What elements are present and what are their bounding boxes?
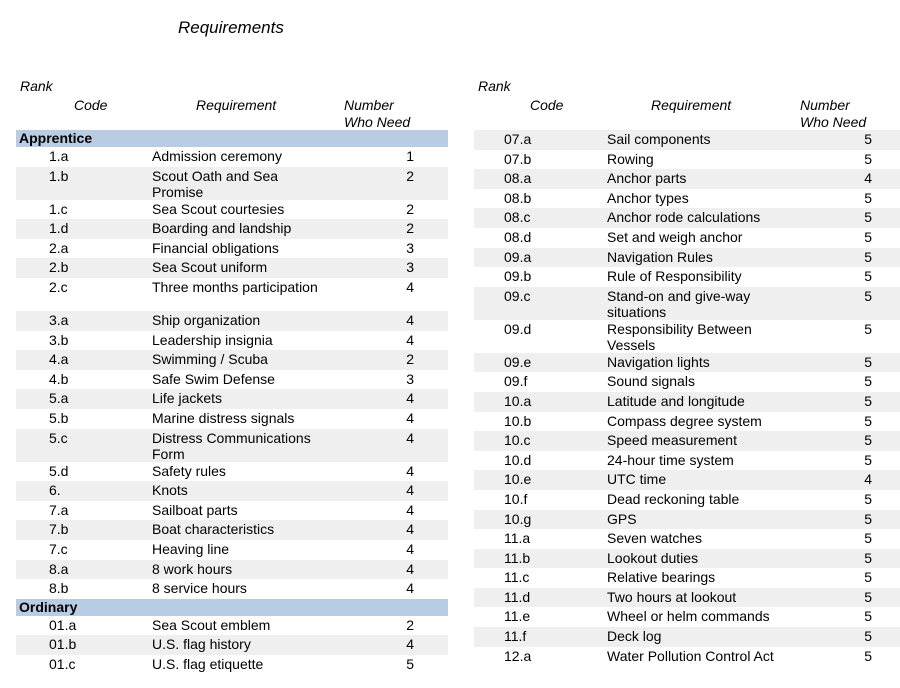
number-who-need: 4 (406, 390, 414, 407)
number-who-need: 5 (864, 373, 872, 390)
requirement-name: Navigation Rules (607, 248, 713, 265)
table-row (16, 200, 448, 220)
requirement-name: Set and weigh anchor (607, 228, 743, 245)
table-row (474, 451, 900, 471)
requirement-code: 08.a (504, 170, 532, 187)
number-who-need: 2 (406, 200, 414, 217)
number-who-need: 4 (406, 636, 414, 653)
page-title: Requirements (178, 18, 284, 37)
requirement-name: Anchor rode calculations (607, 209, 761, 226)
number-who-need: 4 (406, 521, 414, 538)
number-who-need: 5 (864, 131, 872, 147)
number-who-need: 5 (864, 320, 872, 337)
requirement-name: Sea Scout uniform (152, 259, 268, 276)
requirement-code: 1.d (49, 220, 69, 237)
requirement-name: Sound signals (607, 373, 695, 390)
requirement-name: Sea Scout courtesies (152, 200, 285, 217)
requirement-code: 08.c (504, 209, 531, 226)
requirement-name: Water Pollution Control Act (607, 647, 774, 664)
number-who-need: 4 (406, 311, 414, 328)
requirement-name: U.S. flag history (152, 636, 251, 653)
number-who-need: 3 (406, 239, 414, 256)
table-row (474, 169, 900, 189)
rank-header: Rank (20, 78, 53, 94)
table-row (16, 462, 448, 482)
requirement-code: 10.g (504, 510, 532, 527)
requirement-name: Speed measurement (607, 432, 737, 449)
requirement-name: 24-hour time system (607, 451, 734, 468)
number-who-need: 5 (864, 287, 872, 304)
requirement-name: Rule of Responsibility (607, 268, 742, 285)
requirement-name: Safe Swim Defense (152, 370, 275, 387)
requirement-name: Dead reckoning table (607, 490, 740, 507)
requirement-name: Wheel or helm commands (607, 608, 770, 625)
requirement-name: Safety rules (152, 462, 226, 479)
number-who-need: 5 (864, 353, 872, 370)
requirement-name: Deck log (607, 628, 662, 645)
number-who-need: 4 (406, 331, 414, 348)
requirement-header: Requirement (196, 97, 277, 113)
number-who-need: 5 (864, 628, 872, 645)
requirement-code: 09.c (504, 287, 531, 304)
requirement-code: 09.d (504, 320, 532, 337)
left-requirements-table (16, 0, 448, 688)
requirement-code: 11.c (504, 569, 530, 586)
right-table-rows (474, 130, 900, 680)
requirement-name: Scout Oath and Sea Promise (152, 167, 279, 201)
number-who-need: 4 (406, 501, 414, 518)
table-row (474, 568, 900, 588)
requirement-code: 1.b (49, 167, 69, 184)
requirement-code: 07.a (504, 131, 532, 147)
table-row (16, 501, 448, 521)
code-header: Code (530, 97, 564, 113)
table-row (474, 490, 900, 510)
requirement-code: 4.b (49, 370, 69, 387)
code-header: Code (74, 97, 108, 113)
table-row (474, 228, 900, 248)
requirement-code: 11.e (504, 608, 531, 625)
requirement-code: 12.a (504, 647, 532, 664)
table-row (474, 248, 900, 268)
number-who-need: 5 (864, 189, 872, 206)
number-who-need: 5 (864, 209, 872, 226)
requirement-code: 7.a (49, 501, 69, 518)
requirement-name: Three months participation (152, 278, 318, 295)
requirement-name: Latitude and longitude (607, 392, 745, 409)
number-who-need: 4 (406, 482, 414, 499)
table-row (16, 429, 448, 462)
requirement-code: 10.c (504, 432, 531, 449)
requirement-name: Distress Communications Form (152, 429, 311, 463)
requirement-code: 09.f (504, 373, 528, 390)
requirement-code: 01.c (49, 655, 76, 672)
requirement-code: 10.d (504, 451, 532, 468)
requirement-name: UTC time (607, 471, 667, 488)
requirement-code: 5.c (49, 429, 68, 446)
requirement-name: Heaving line (152, 540, 230, 557)
requirement-code: 6. (49, 482, 61, 499)
table-row (16, 616, 448, 636)
number-who-need: 4 (406, 462, 414, 479)
requirement-code: 10.f (504, 490, 528, 507)
requirement-code: 7.c (49, 540, 68, 557)
section-label: Apprentice (19, 130, 93, 146)
requirement-code: 10.b (504, 412, 532, 429)
table-row (16, 331, 448, 351)
requirement-name: Sailboat parts (152, 501, 238, 518)
requirement-code: 1.a (49, 148, 69, 164)
requirement-code: 08.d (504, 228, 532, 245)
table-row (16, 370, 448, 390)
requirement-name: Relative bearings (607, 569, 716, 586)
table-row (474, 130, 900, 150)
table-row (474, 267, 900, 287)
requirement-name: Rowing (607, 150, 654, 167)
table-row (474, 353, 900, 373)
table-row (474, 372, 900, 392)
requirement-code: 10.e (504, 471, 532, 488)
table-row (16, 655, 448, 675)
number-who-need-header: Number Who Need (800, 97, 867, 130)
number-who-need: 5 (864, 392, 872, 409)
number-who-need: 5 (864, 248, 872, 265)
requirement-name: U.S. flag etiquette (152, 655, 264, 672)
table-row (474, 529, 900, 549)
table-row (16, 147, 448, 167)
table-row (16, 258, 448, 278)
requirement-code: 11.b (504, 549, 531, 566)
table-row (474, 627, 900, 647)
number-who-need: 5 (864, 268, 872, 285)
table-row (16, 579, 448, 599)
requirement-name: Swimming / Scuba (152, 351, 268, 368)
number-who-need: 4 (864, 170, 872, 187)
requirement-code: 11.f (504, 628, 527, 645)
number-who-need: 1 (406, 148, 414, 164)
requirement-name: Leadership insignia (152, 331, 273, 348)
requirement-name: Anchor parts (607, 170, 687, 187)
requirement-name: Marine distress signals (152, 409, 295, 426)
table-row (474, 412, 900, 432)
number-who-need: 4 (406, 580, 414, 597)
requirement-code: 09.b (504, 268, 532, 285)
table-row (474, 647, 900, 680)
number-who-need: 2 (406, 616, 414, 633)
table-row (16, 540, 448, 560)
rank-header: Rank (478, 78, 511, 94)
requirement-code: 11.d (504, 588, 531, 605)
requirement-code: 07.b (504, 150, 532, 167)
requirement-header: Requirement (651, 97, 732, 113)
left-table-rows (16, 130, 448, 674)
table-row (474, 510, 900, 530)
section-header (16, 599, 448, 616)
number-who-need: 5 (864, 588, 872, 605)
number-who-need: 4 (406, 409, 414, 426)
requirement-name: 8 work hours (152, 560, 233, 577)
table-row (16, 389, 448, 409)
requirement-code: 3.b (49, 331, 69, 348)
table-row (16, 520, 448, 540)
table-row (474, 431, 900, 451)
right-requirements-table (474, 0, 900, 688)
requirement-code: 2.c (49, 278, 68, 295)
number-who-need: 5 (406, 655, 414, 672)
table-row (16, 350, 448, 370)
number-who-need: 5 (864, 150, 872, 167)
requirement-code: 8.a (49, 560, 69, 577)
requirement-code: 8.b (49, 580, 69, 597)
table-row (16, 278, 448, 311)
table-row (474, 470, 900, 490)
requirement-name: Sail components (607, 131, 711, 147)
table-row (16, 219, 448, 239)
requirement-code: 2.a (49, 239, 69, 256)
number-who-need: 3 (406, 370, 414, 387)
requirement-code: 10.a (504, 392, 532, 409)
section-header (16, 130, 448, 147)
number-who-need: 5 (864, 451, 872, 468)
number-who-need: 5 (864, 432, 872, 449)
table-row (474, 208, 900, 228)
section-label: Ordinary (19, 598, 78, 615)
number-who-need: 4 (406, 278, 414, 295)
requirement-name: Knots (152, 482, 188, 499)
requirement-code: 5.d (49, 462, 69, 479)
number-who-need: 4 (864, 471, 872, 488)
requirement-code: 3.a (49, 311, 69, 328)
requirement-code: 1.c (49, 200, 68, 217)
requirement-name: Two hours at lookout (607, 588, 737, 605)
requirement-name: Boarding and landship (152, 220, 292, 237)
requirement-name: GPS (607, 510, 637, 527)
requirement-name: Anchor types (607, 189, 689, 206)
requirement-name: Financial obligations (152, 239, 279, 256)
table-row (474, 607, 900, 627)
number-who-need: 2 (406, 220, 414, 237)
number-who-need: 5 (864, 608, 872, 625)
requirement-code: 4.a (49, 351, 69, 368)
number-who-need: 5 (864, 228, 872, 245)
requirement-code: 09.e (504, 353, 532, 370)
requirement-code: 09.a (504, 248, 532, 265)
number-who-need: 4 (406, 540, 414, 557)
requirement-name: 8 service hours (152, 580, 247, 597)
requirement-code: 2.b (49, 259, 69, 276)
number-who-need-header: Number Who Need (344, 97, 411, 130)
table-row (16, 167, 448, 200)
table-row (474, 189, 900, 209)
requirement-code: 11.a (504, 530, 531, 547)
number-who-need: 5 (864, 412, 872, 429)
number-who-need: 5 (864, 647, 872, 664)
requirement-name: Ship organization (152, 311, 261, 328)
number-who-need: 4 (406, 429, 414, 446)
number-who-need: 4 (406, 560, 414, 577)
requirement-name: Admission ceremony (152, 148, 282, 164)
requirement-code: 01.a (49, 616, 77, 633)
number-who-need: 5 (864, 549, 872, 566)
requirement-name: Boat characteristics (152, 521, 275, 538)
requirement-code: 7.b (49, 521, 69, 538)
requirement-name: Lookout duties (607, 549, 699, 566)
requirement-name: Responsibility Between Vessels (607, 320, 752, 354)
table-row (474, 392, 900, 412)
requirement-name: Navigation lights (607, 353, 710, 370)
number-who-need: 5 (864, 569, 872, 586)
table-row (474, 150, 900, 170)
table-row (474, 320, 900, 353)
table-row (474, 549, 900, 569)
number-who-need: 2 (406, 167, 414, 184)
table-row (474, 287, 900, 320)
number-who-need: 2 (406, 351, 414, 368)
table-row (16, 409, 448, 429)
number-who-need: 3 (406, 259, 414, 276)
requirement-name: Sea Scout emblem (152, 616, 271, 633)
table-row (474, 588, 900, 608)
number-who-need: 5 (864, 490, 872, 507)
requirement-code: 5.a (49, 390, 69, 407)
table-row (16, 239, 448, 259)
requirement-code: 08.b (504, 189, 532, 206)
requirement-code: 5.b (49, 409, 69, 426)
table-row (16, 311, 448, 331)
number-who-need: 5 (864, 530, 872, 547)
table-row (16, 560, 448, 580)
table-row (16, 481, 448, 501)
requirement-code: 01.b (49, 636, 77, 653)
table-row (16, 635, 448, 655)
requirement-name: Compass degree system (607, 412, 762, 429)
requirement-name: Life jackets (152, 390, 223, 407)
requirement-name: Stand-on and give-way situations (607, 287, 751, 321)
number-who-need: 5 (864, 510, 872, 527)
requirement-name: Seven watches (607, 530, 702, 547)
